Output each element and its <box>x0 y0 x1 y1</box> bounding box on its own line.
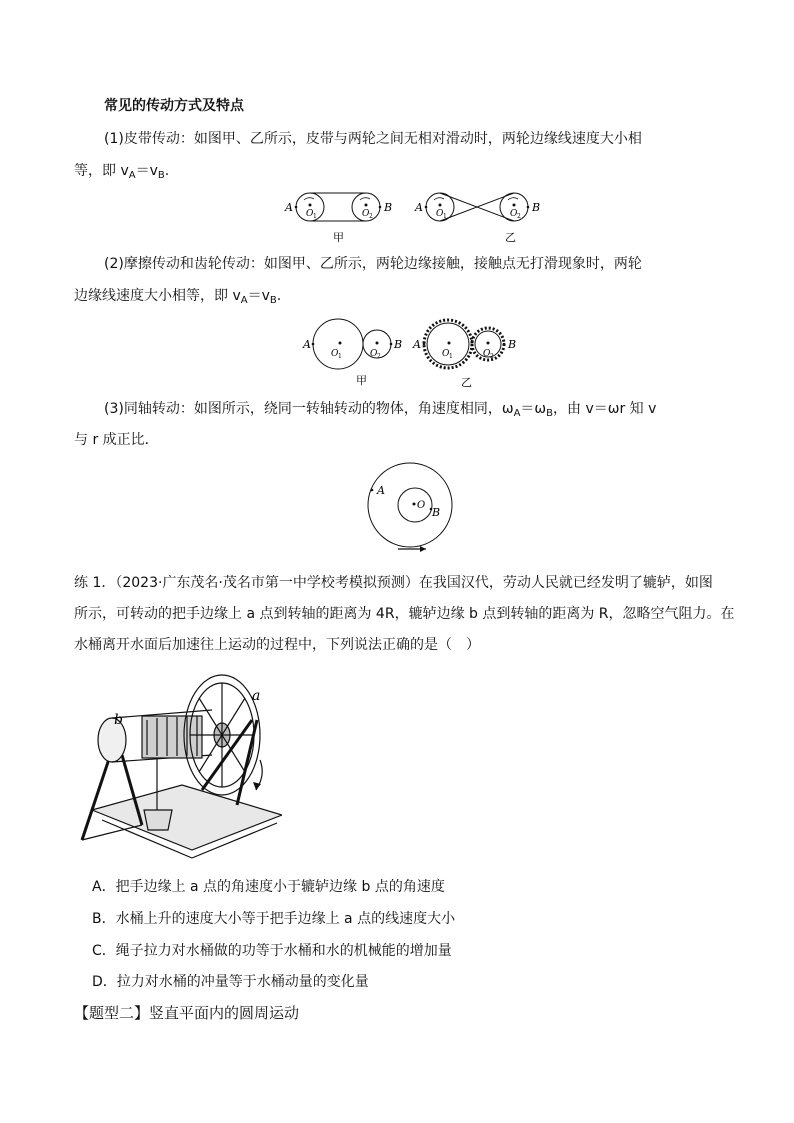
label-o1-sub: 1 <box>338 353 342 360</box>
label-a: A <box>413 338 421 351</box>
label-a: A <box>377 484 385 497</box>
option-d[interactable]: D．拉力对水桶的冲量等于水桶动量的变化量 <box>92 974 369 990</box>
section-title: 常见的传动方式及特点 <box>104 98 244 114</box>
label-a: A <box>303 338 311 351</box>
exercise-stem-line2: 所示，可转动的把手边缘上 a 点到转轴的距离为 4R，辘轳边缘 b 点到转轴的距离为 R，忽略空气阻力。在 <box>74 606 735 622</box>
label-o1: O <box>306 209 314 219</box>
paragraph-friction-line2: 边缘线速度大小相等，即 $v_A=v_B$. <box>74 288 282 306</box>
label-o1: O <box>331 349 339 359</box>
friction-gear-figure <box>298 312 538 390</box>
belt-drive-jia <box>284 193 392 244</box>
windlass-figure <box>72 660 282 860</box>
friction-drive-jia <box>302 319 402 387</box>
paragraph-coaxial-line2: 与 r 成正比． <box>74 432 159 448</box>
label-o2-sub: 2 <box>369 213 373 220</box>
label-o2: O <box>510 209 518 219</box>
label-o: O <box>417 500 426 511</box>
caption-yi: 乙 <box>461 376 472 389</box>
paragraph-coaxial-line1: (3)同轴转动：如图所示，绕同一转轴转动的物体，角速度相同，$\omega_A=\omega_B$，由 v＝ωr 知 v <box>104 401 657 419</box>
coaxial-figure <box>360 458 460 558</box>
windlass-label-b: b <box>114 712 123 728</box>
belt-drive-yi <box>414 193 540 244</box>
paragraph-friction-line1: (2)摩擦传动和齿轮传动：如图甲、乙所示，两轮边缘接触，接触点无打滑现象时，两轮 <box>104 256 642 272</box>
label-o2: O <box>362 209 370 219</box>
label-a: A <box>415 201 423 214</box>
label-b: B <box>432 506 441 519</box>
label-b: B <box>384 201 393 214</box>
gear-drive-yi <box>412 320 516 389</box>
caption-yi: 乙 <box>505 231 516 244</box>
next-section-heading: 【题型二】竖直平面内的圆周运动 <box>74 1004 300 1022</box>
paragraph-belt-line1: (1)皮带传动：如图甲、乙所示，皮带与两轮之间无相对滑动时，两轮边缘线速度大小相 <box>104 131 642 147</box>
option-b[interactable]: B．水桶上升的速度大小等于把手边缘上 a 点的线速度大小 <box>92 911 456 927</box>
label-b: B <box>532 201 541 214</box>
option-a[interactable]: A．把手边缘上 a 点的角速度小于辘轳边缘 b 点的角速度 <box>92 879 445 895</box>
caption-jia: 甲 <box>333 231 344 244</box>
belt-drive-figure <box>280 186 550 246</box>
label-o2: O <box>483 349 491 359</box>
label-o2: O <box>370 349 378 359</box>
label-b: B <box>394 338 403 351</box>
exercise-stem-line1: 练 1．（2023·广东茂名·茂名市第一中学校考模拟预测）在我国汉代，劳动人民就已经发明了辘轳，如图 <box>74 575 713 591</box>
label-o1: O <box>442 349 450 359</box>
label-o2-sub: 2 <box>377 353 381 360</box>
exercise-stem-line3: 水桶离开水面后加速往上运动的过程中，下列说法正确的是（ ） <box>74 637 480 653</box>
option-c[interactable]: C．绳子拉力对水桶做的功等于水桶和水的机械能的增加量 <box>92 943 452 959</box>
label-o1-sub: 1 <box>313 213 317 220</box>
rotation-arrow-icon <box>420 546 426 552</box>
label-a: A <box>285 201 293 214</box>
label-o1: O <box>436 209 444 219</box>
windlass-label-a: a <box>252 688 261 704</box>
caption-jia: 甲 <box>356 374 367 387</box>
paragraph-belt-line2: 等，即 $v_A=v_B$. <box>74 163 170 181</box>
label-o2-sub: 2 <box>517 213 521 220</box>
label-o1-sub: 1 <box>449 353 453 360</box>
label-b: B <box>508 338 517 351</box>
label-o2-sub: 2 <box>490 353 494 360</box>
label-o1-sub: 1 <box>443 213 447 220</box>
